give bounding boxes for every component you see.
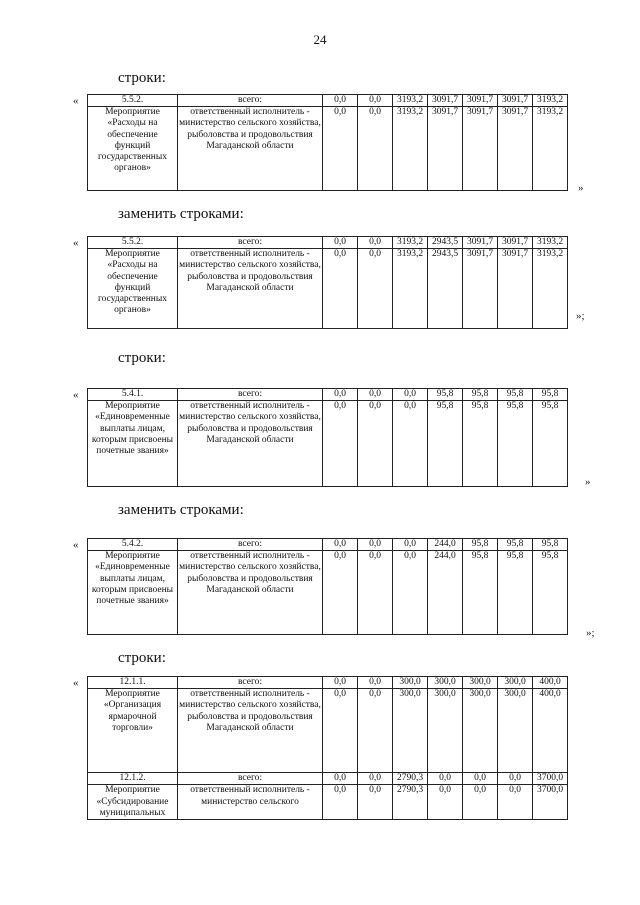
value-cell: 3091,7 <box>428 107 463 191</box>
value-cell: 0,0 <box>358 539 393 551</box>
total-label: всего: <box>178 95 323 107</box>
value-cell: 3091,7 <box>498 95 533 107</box>
value-cell: 400,0 <box>533 689 568 773</box>
value-cell: 0,0 <box>323 773 358 785</box>
value-cell: 0,0 <box>358 107 393 191</box>
total-label: всего: <box>178 237 323 249</box>
executor-label: ответственный исполнитель - министерство сельского хозяйства, рыболовства и продовольствия Магаданской области <box>178 249 323 329</box>
value-cell: 0,0 <box>358 249 393 329</box>
value-cell: 0,0 <box>323 401 358 487</box>
value-cell: 3193,2 <box>393 107 428 191</box>
value-cell: 95,8 <box>463 401 498 487</box>
value-cell: 3091,7 <box>463 107 498 191</box>
measure-name: Мероприятие «Субсидирование муниципальных <box>88 785 178 820</box>
value-cell: 0,0 <box>323 677 358 689</box>
value-cell: 0,0 <box>358 773 393 785</box>
value-cell: 0,0 <box>323 237 358 249</box>
value-cell: 3091,7 <box>428 95 463 107</box>
value-cell: 0,0 <box>428 785 463 820</box>
heading-rows-3: строки: <box>118 650 166 666</box>
value-cell: 0,0 <box>323 689 358 773</box>
heading-replace-1: заменить строками: <box>118 206 244 222</box>
open-quote: « <box>73 237 79 249</box>
page-number: 24 <box>313 32 327 47</box>
value-cell: 300,0 <box>498 677 533 689</box>
value-cell: 0,0 <box>358 95 393 107</box>
value-cell: 95,8 <box>498 389 533 401</box>
total-label: всего: <box>178 773 323 785</box>
executor-label: ответственный исполнитель - министерство сельского хозяйства, рыболовства и продовольствия Магаданской области <box>178 107 323 191</box>
value-cell: 3700,0 <box>533 785 568 820</box>
value-cell: 0,0 <box>463 785 498 820</box>
value-cell: 0,0 <box>323 785 358 820</box>
close-quote: » <box>578 182 584 194</box>
value-cell: 0,0 <box>323 551 358 635</box>
value-cell: 3091,7 <box>498 237 533 249</box>
value-cell: 0,0 <box>323 95 358 107</box>
value-cell: 95,8 <box>498 551 533 635</box>
value-cell: 0,0 <box>358 551 393 635</box>
value-cell: 3193,2 <box>393 237 428 249</box>
value-cell: 95,8 <box>463 539 498 551</box>
value-cell: 3193,2 <box>533 249 568 329</box>
table-row-total <box>88 237 568 249</box>
value-cell: 0,0 <box>358 689 393 773</box>
executor-label: ответственный исполнитель - министерство сельского <box>178 785 323 820</box>
value-cell: 0,0 <box>358 401 393 487</box>
value-cell: 300,0 <box>463 677 498 689</box>
value-cell: 2790,3 <box>393 785 428 820</box>
value-cell: 0,0 <box>358 785 393 820</box>
total-label: всего: <box>178 677 323 689</box>
close-quote-semicolon: »; <box>586 627 595 639</box>
measure-name: Мероприятие «Расходы на обеспечение функций государственных органов» <box>88 107 178 191</box>
open-quote: « <box>73 539 79 551</box>
measure-name: Мероприятие «Расходы на обеспечение функций государственных органов» <box>88 249 178 329</box>
value-cell: 0,0 <box>358 237 393 249</box>
value-cell: 3091,7 <box>463 237 498 249</box>
value-cell: 95,8 <box>428 389 463 401</box>
value-cell: 0,0 <box>428 773 463 785</box>
value-cell: 0,0 <box>393 539 428 551</box>
row-code: 5.5.2. <box>88 95 178 107</box>
close-quote-semicolon: »; <box>576 310 585 322</box>
value-cell: 3091,7 <box>463 249 498 329</box>
value-cell: 0,0 <box>393 389 428 401</box>
heading-rows-2: строки: <box>118 350 166 366</box>
table-row-executor <box>88 551 568 635</box>
row-code: 5.4.1. <box>88 389 178 401</box>
total-label: всего: <box>178 389 323 401</box>
value-cell: 0,0 <box>393 551 428 635</box>
value-cell: 95,8 <box>428 401 463 487</box>
table-rows-12-1 <box>87 676 568 820</box>
value-cell: 3193,2 <box>533 95 568 107</box>
table-row-total <box>88 95 568 107</box>
table-row-executor <box>88 249 568 329</box>
value-cell: 244,0 <box>428 539 463 551</box>
value-cell: 300,0 <box>393 677 428 689</box>
value-cell: 95,8 <box>498 401 533 487</box>
value-cell: 300,0 <box>393 689 428 773</box>
value-cell: 0,0 <box>498 785 533 820</box>
value-cell: 2943,5 <box>428 249 463 329</box>
value-cell: 244,0 <box>428 551 463 635</box>
close-quote: » <box>585 476 591 488</box>
value-cell: 0,0 <box>323 539 358 551</box>
value-cell: 3193,2 <box>533 237 568 249</box>
value-cell: 0,0 <box>323 249 358 329</box>
measure-name: Мероприятие «Организация ярмарочной торговли» <box>88 689 178 773</box>
value-cell: 0,0 <box>393 401 428 487</box>
executor-label: ответственный исполнитель - министерство сельского хозяйства, рыболовства и продовольствия Магаданской области <box>178 401 323 487</box>
table-row-total <box>88 677 568 689</box>
row-code: 5.4.2. <box>88 539 178 551</box>
value-cell: 300,0 <box>498 689 533 773</box>
table-rows-5-5-2-old <box>87 94 568 191</box>
open-quote: « <box>73 677 79 689</box>
executor-label: ответственный исполнитель - министерство сельского хозяйства, рыболовства и продовольствия Магаданской области <box>178 551 323 635</box>
value-cell: 0,0 <box>358 389 393 401</box>
value-cell: 3700,0 <box>533 773 568 785</box>
value-cell: 3091,7 <box>498 249 533 329</box>
value-cell: 95,8 <box>533 389 568 401</box>
row-code: 5.5.2. <box>88 237 178 249</box>
open-quote: « <box>73 389 79 401</box>
heading-rows-1: строки: <box>118 70 166 86</box>
value-cell: 3091,7 <box>463 95 498 107</box>
value-cell: 300,0 <box>463 689 498 773</box>
value-cell: 0,0 <box>358 677 393 689</box>
value-cell: 3193,2 <box>533 107 568 191</box>
value-cell: 2790,3 <box>393 773 428 785</box>
total-label: всего: <box>178 539 323 551</box>
value-cell: 0,0 <box>498 773 533 785</box>
table-row-total <box>88 539 568 551</box>
table-row-executor <box>88 785 568 820</box>
value-cell: 300,0 <box>428 677 463 689</box>
value-cell: 0,0 <box>323 107 358 191</box>
value-cell: 95,8 <box>463 389 498 401</box>
measure-name: Мероприятие «Единовременные выплаты лицам, которым присвоены почетные звания» <box>88 551 178 635</box>
measure-name: Мероприятие «Единовременные выплаты лицам, которым присвоены почетные звания» <box>88 401 178 487</box>
value-cell: 95,8 <box>498 539 533 551</box>
value-cell: 95,8 <box>533 539 568 551</box>
value-cell: 95,8 <box>533 401 568 487</box>
value-cell: 3091,7 <box>498 107 533 191</box>
table-row-total <box>88 389 568 401</box>
table-row-executor <box>88 107 568 191</box>
value-cell: 95,8 <box>533 551 568 635</box>
value-cell: 400,0 <box>533 677 568 689</box>
table-row-executor <box>88 401 568 487</box>
value-cell: 3193,2 <box>393 249 428 329</box>
table-row-executor <box>88 689 568 773</box>
heading-replace-2: заменить строками: <box>118 502 244 518</box>
value-cell: 3193,2 <box>393 95 428 107</box>
table-rows-5-4-2-new <box>87 538 568 635</box>
table-row-total <box>88 773 568 785</box>
value-cell: 0,0 <box>323 389 358 401</box>
value-cell: 2943,5 <box>428 237 463 249</box>
open-quote: « <box>73 95 79 107</box>
value-cell: 95,8 <box>463 551 498 635</box>
value-cell: 300,0 <box>428 689 463 773</box>
table-rows-5-4-1-old <box>87 388 568 487</box>
row-code: 12.1.2. <box>88 773 178 785</box>
table-rows-5-5-2-new <box>87 236 568 329</box>
executor-label: ответственный исполнитель - министерство сельского хозяйства, рыболовства и продовольствия Магаданской области <box>178 689 323 773</box>
value-cell: 0,0 <box>463 773 498 785</box>
row-code: 12.1.1. <box>88 677 178 689</box>
